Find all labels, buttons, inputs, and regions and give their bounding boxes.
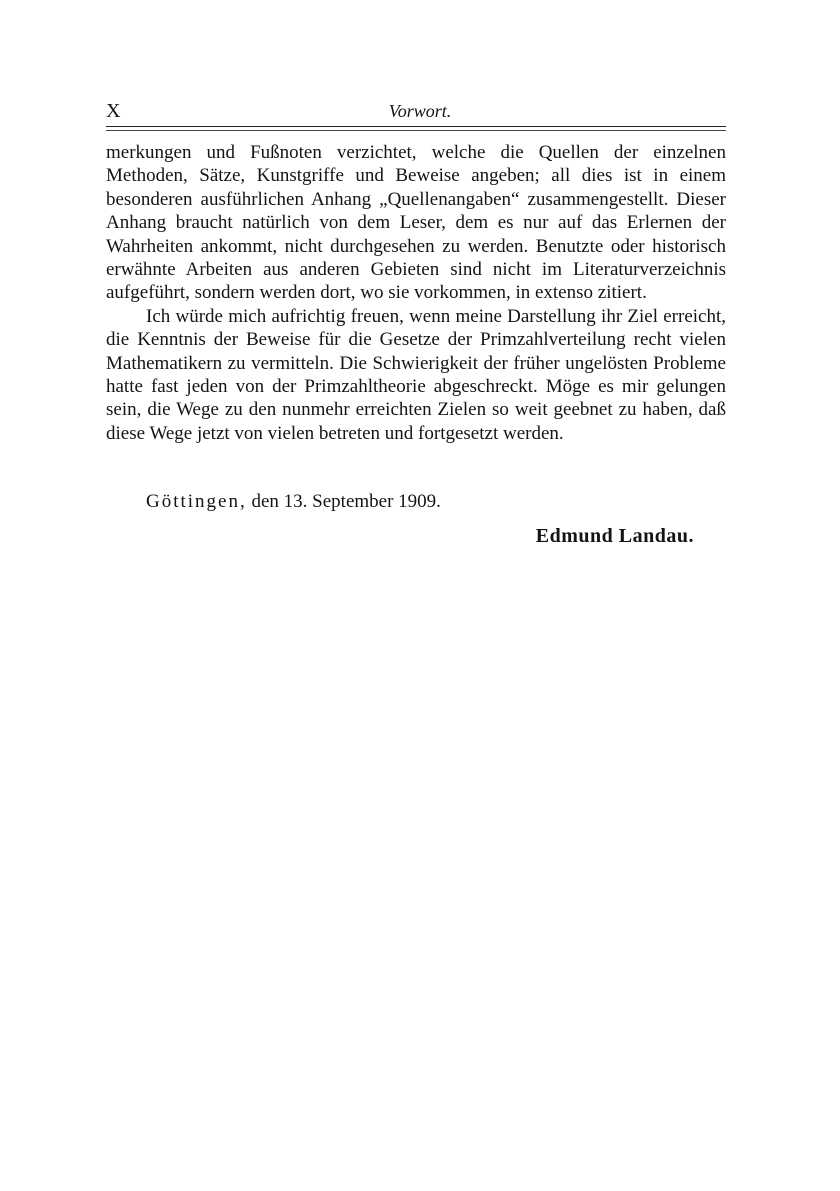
running-title: Vorwort. [388, 101, 452, 121]
author-signature: Edmund Landau. [535, 525, 694, 547]
preface-body [106, 141, 726, 445]
dateline [146, 490, 441, 514]
paragraph-2: Ich würde mich aufrichtig freuen, wenn meine Darstellung ihr Ziel erreicht, die Kenntnis der Beweise für die Gesetze der Primzahlverteilung recht vielen Mathematikern zu vermitteln. Die Schwierigkeit der früher ungelösten Probleme hatte fast jeden von der Primzahltheorie abgeschreckt. Möge es mir gelungen sein, die Wege zu den nunmehr erreichten Zielen so weit geebnet zu haben, daß diese Wege jetzt von vielen betreten und fortgesetzt werden. [106, 305, 726, 444]
dateline-date: den 13. September 1909. [251, 491, 441, 512]
page-number: X [106, 100, 121, 122]
paragraph-1: merkungen und Fußnoten verzichtet, welche die Quellen der einzelnen Methoden, Sätze, Kunstgriffe und Beweise angeben; all dies ist in einem besonderen ausführlichen Anhang „Quellenangaben“ zusammengestellt. Dieser Anhang braucht natürlich von dem Leser, dem es nur auf das Erlernen der Wahrheiten ankommt, nicht durchgesehen zu werden. Benutzte oder historisch erwähnte Arbeiten aus anderen Gebieten sind nicht im Literaturverzeichnis aufgeführt, sondern werden dort, wo sie vorkommen, in extenso zitiert. [106, 142, 726, 304]
header-rule [106, 126, 726, 131]
dateline-place: Göttingen, [146, 491, 247, 512]
